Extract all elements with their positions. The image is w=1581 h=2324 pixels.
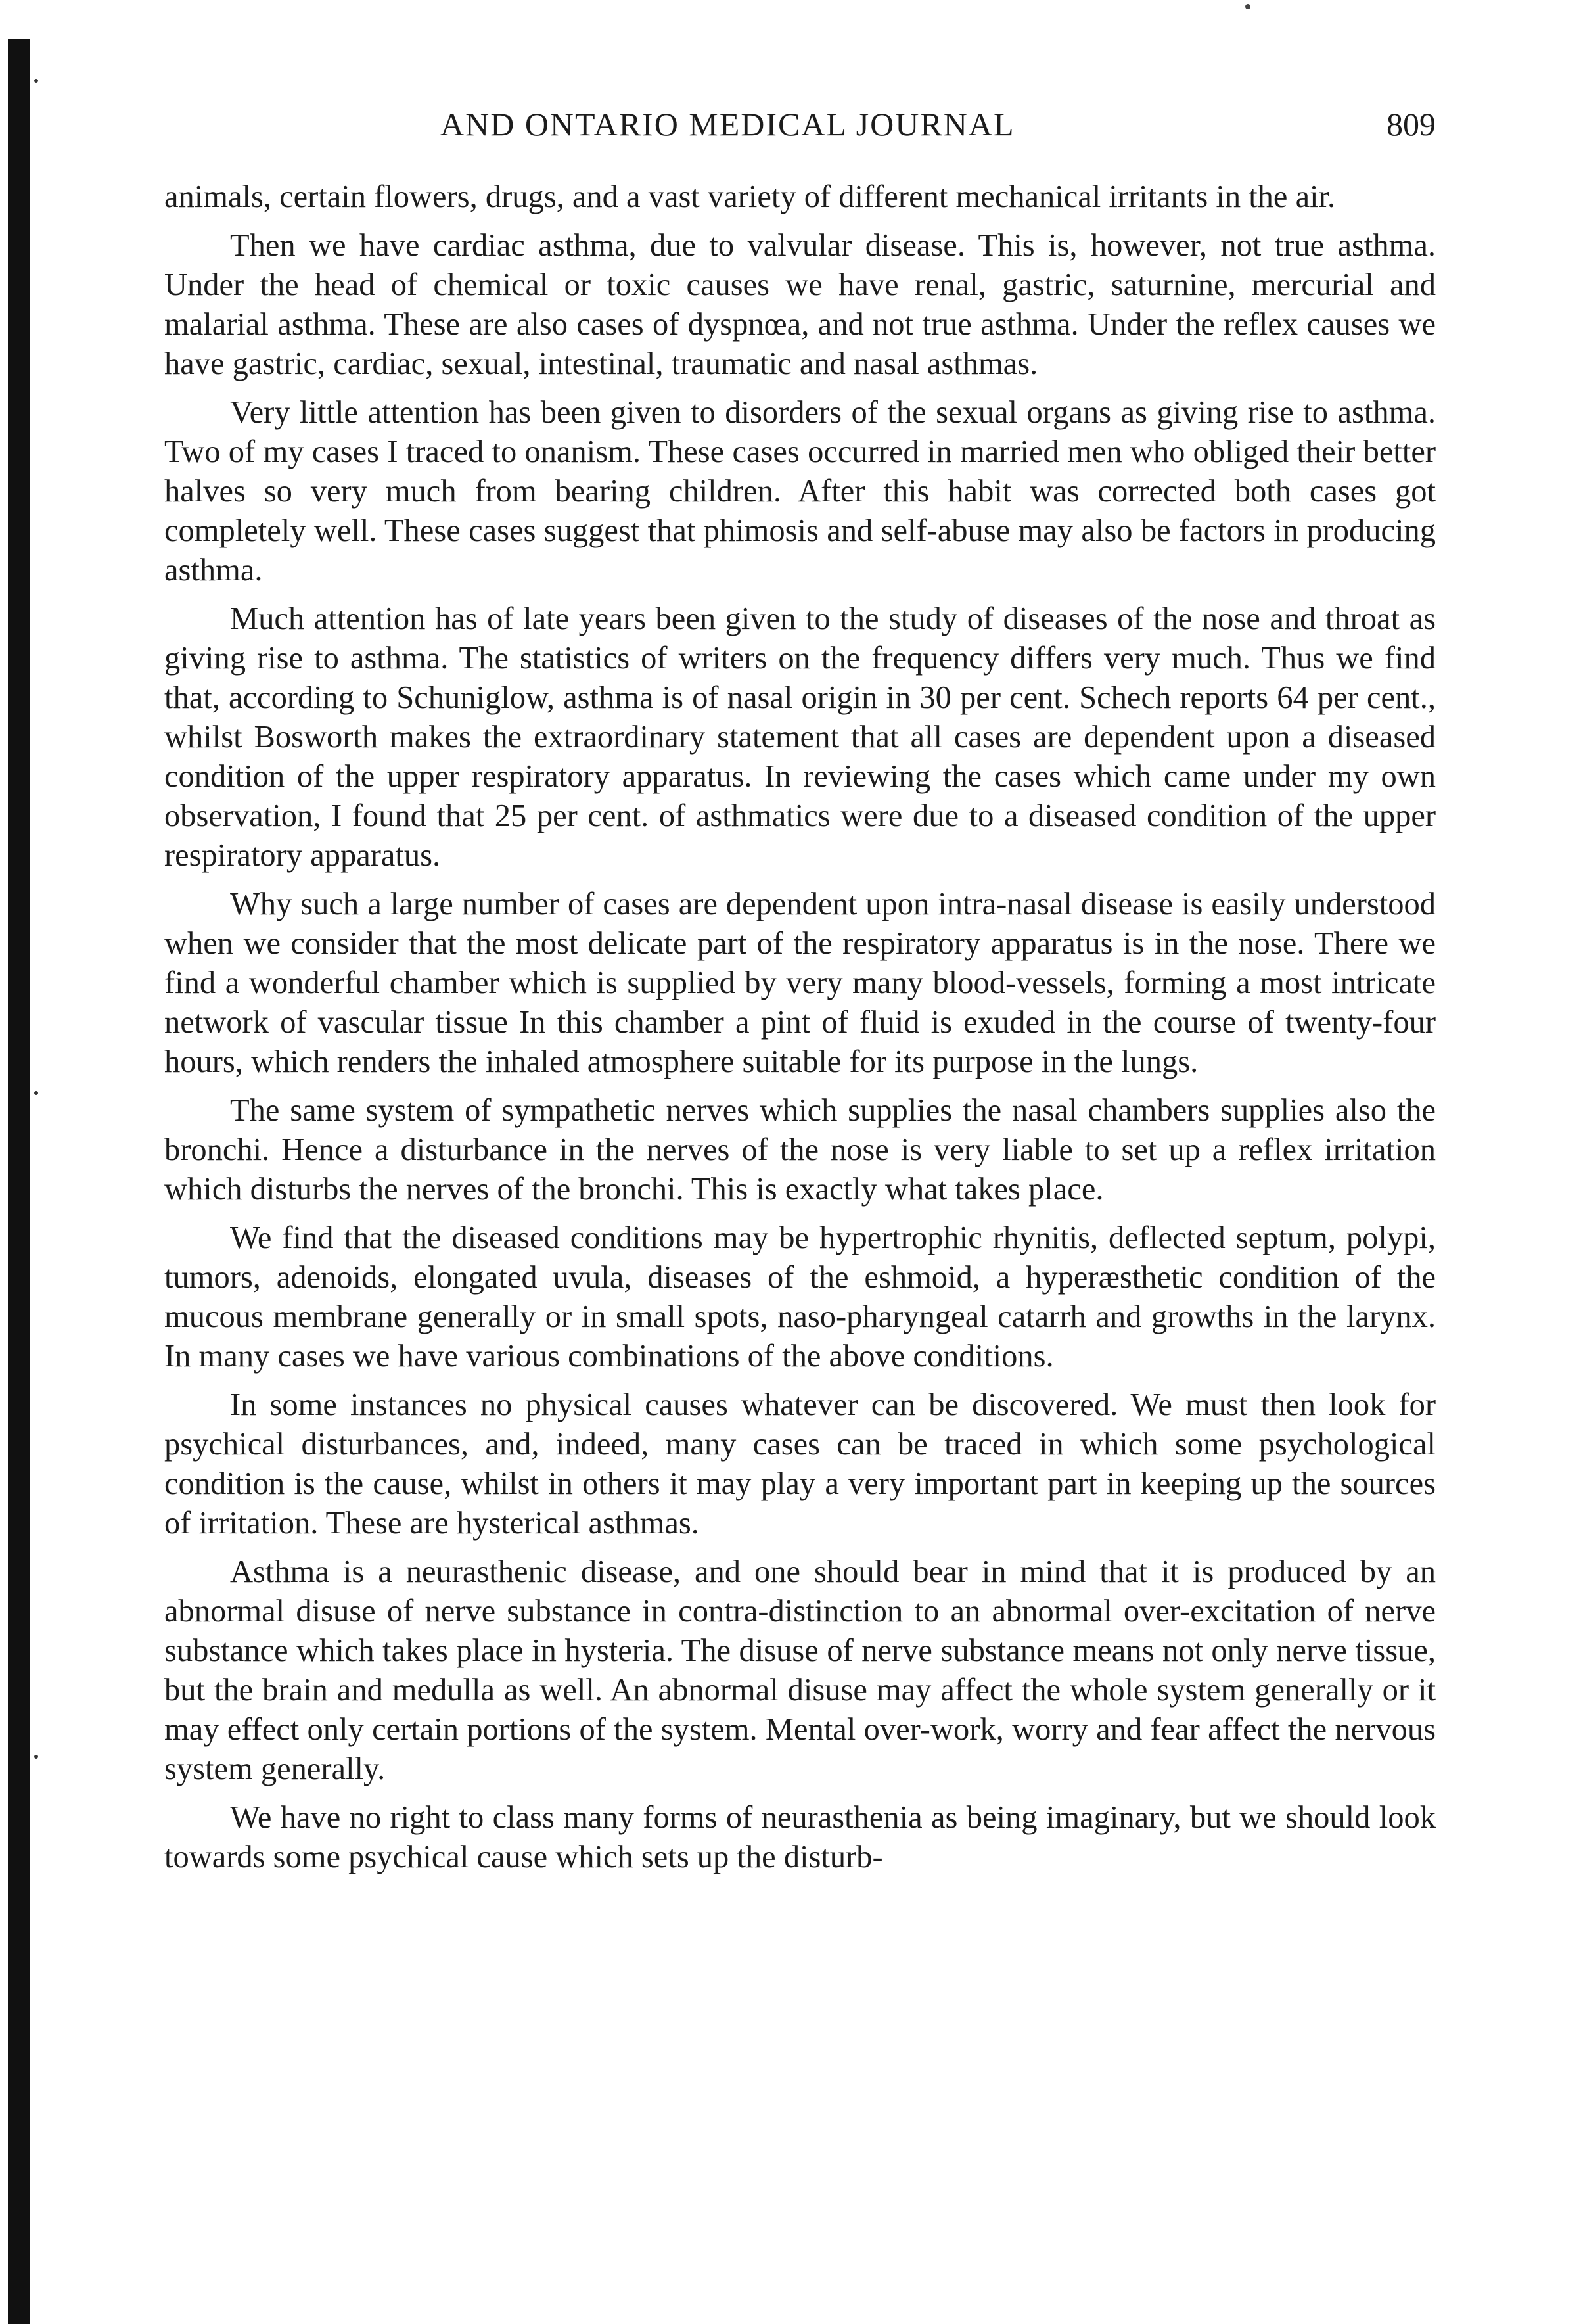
- running-title: AND ONTARIO MEDICAL JOURNAL: [440, 106, 1015, 143]
- page-header: [164, 99, 1436, 151]
- binding-speck: [34, 1755, 38, 1759]
- page-number: 809: [1386, 106, 1436, 143]
- paragraph-psychical-causes: In some instances no physical causes whatever can be discovered. We must then look for psychical disturbances, and, indeed, many cases can be traced in which some psychological condition is the cause, whilst in others it may play a very important part in keeping up the sources of irritation. These are hysterical asthmas.: [164, 1387, 1436, 1541]
- paragraph-nose-throat: Much attention has of late years been given to the study of diseases of the nose and throat as giving rise to asthma. The statistics of writers on the frequency differs very much. Thus we find that, according to Schuniglow, asthma is of nasal origin in 30 per cent. Schech reports 64 per cent., whilst Bosworth makes the extraordinary statement that all cases are dependent upon a diseased condition of the upper respiratory apparatus. In reviewing the cases which came under my own observation, I found that 25 per cent. of asthmatics were due to a diseased condition of the upper respiratory apparatus.: [164, 601, 1436, 873]
- paragraph-neurasthenia: We have no right to class many forms of neurasthenia as being imaginary, but we should look towards some psychical cause which sets up the disturb-: [164, 1800, 1436, 1874]
- scan-mark: [1245, 4, 1250, 9]
- article-body: [164, 177, 1436, 1886]
- paragraph-diseased-conditions: We find that the diseased conditions may be hypertrophic rhynitis, deflected septum, polypi, tumors, adenoids, elongated uvula, diseases of the eshmoid, a hyperæsthetic condition of the mucous membrane generally or in small spots, naso-pharyngeal catarrh and growths in the larynx. In many cases we have various combinations of the above conditions.: [164, 1220, 1436, 1374]
- paragraph-continued: animals, certain flowers, drugs, and a vast variety of different mechanical irritants in the air.: [164, 179, 1336, 214]
- paragraph-sexual-organs: Very little attention has been given to disorders of the sexual organs as giving rise to asthma. Two of my cases I traced to onanism. These cases occurred in married men who obliged their better halves so very much from bearing children. After this habit was corrected both cases got completely well. These cases suggest that phimosis and self-abuse may also be factors in producing asthma.: [164, 395, 1436, 588]
- binding-speck: [34, 1091, 38, 1095]
- paragraph-neurasthenic: Asthma is a neurasthenic disease, and one should bear in mind that it is produced by an abnormal disuse of nerve substance in contra-distinction to an abnormal over-excitation of nerve substance which takes place in hysteria. The disuse of nerve substance means not only nerve tissue, but the brain and medulla as well. An abnormal disuse may affect the whole system generally or it may effect only certain portions of the system. Mental over-work, worry and fear affect the nervous system generally.: [164, 1554, 1436, 1786]
- paragraph-cardiac-asthma: Then we have cardiac asthma, due to valvular disease. This is, however, not true asthma. Under the head of chemical or toxic causes we have renal, gastric, saturnine, mercurial and malarial asthma. These are also cases of dyspnœa, and not true asthma. Under the reflex causes we have gastric, cardiac, sexual, intestinal, traumatic and nasal asthmas.: [164, 228, 1436, 381]
- paragraph-sympathetic-nerves: The same system of sympathetic nerves which supplies the nasal chambers supplies also the bronchi. Hence a disturbance in the nerves of the nose is very liable to set up a reflex irritation which disturbs the nerves of the bronchi. This is exactly what takes place.: [164, 1093, 1436, 1207]
- paragraph-intra-nasal: Why such a large number of cases are dependent upon intra-nasal disease is easily understood when we consider that the most delicate part of the respiratory apparatus is in the nose. There we find a wonderful chamber which is supplied by very many blood-vessels, forming a most intricate network of vascular tissue In this chamber a pint of fluid is exuded in the course of twenty-four hours, which renders the inhaled atmosphere suitable for its purpose in the lungs.: [164, 887, 1436, 1079]
- binding-edge: [8, 39, 30, 2324]
- binding-speck: [34, 79, 38, 83]
